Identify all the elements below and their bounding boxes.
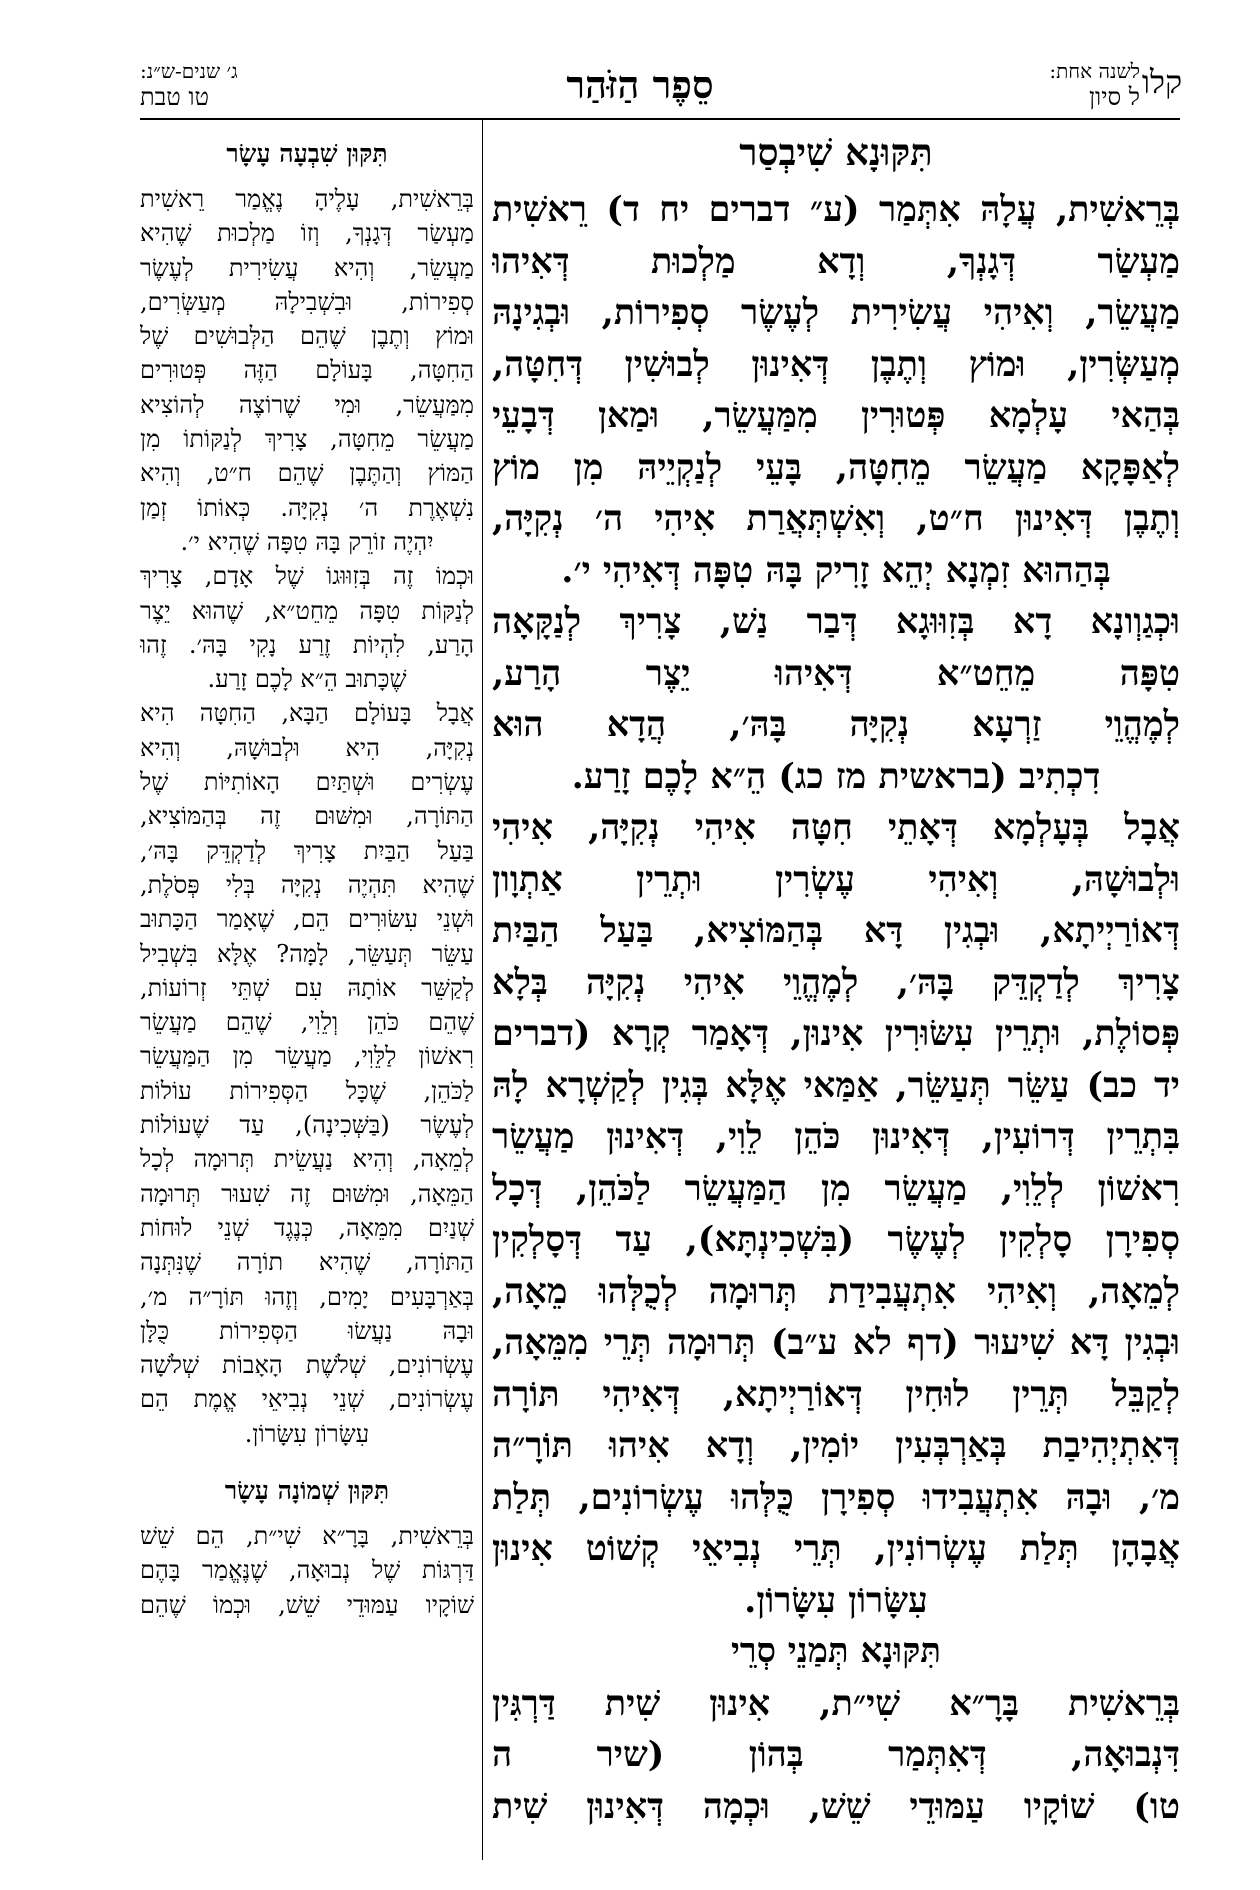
section-title-17: תִּקּוּנָא שִׁיבְסַר xyxy=(739,130,933,174)
text-line: אֲבָהָן תְּלַת עֶשְׂרוֹנִין, תְּרֵי נְבִיאֵי קְשׁוֹט אִינוּן xyxy=(492,1528,1180,1569)
text-line: דְּאִתְיְהִיבַת בְּאַרְבְּעִין יוֹמִין, וְדָא אִיהוּ תּוֹרָ״ה xyxy=(492,1425,1180,1466)
main-column xyxy=(492,124,1180,1832)
translation-text-17 xyxy=(140,182,474,1451)
text-line: דַּרְגּוֹת שֶׁל נְבוּאָה, שֶׁנֶּאֱמַר בָּהֶם xyxy=(140,1556,474,1585)
text-line: עִשָּׂרוֹן עִשָּׂרוֹן. xyxy=(244,1419,370,1448)
text-line: וּשְׁנֵי עִשּׂוּרִים הֵם, שֶׁאָמַר הַכָּתוּב xyxy=(140,905,474,934)
text-line: לְעֶשֶׂר (בַּשְּׁכִינָה), עַד שֶׁעוֹלוֹת xyxy=(140,1111,474,1140)
text-line: בְּרֵאשִׁית, עֲלָהּ אִתְּמַר (ע״ דברים יח ד) רֵאשִׁית xyxy=(492,189,1180,230)
text-line: נְקִיָּה, הִיא וּלְבוּשָׁהּ, וְהִיא xyxy=(140,733,474,762)
text-line: שֶׁהִיא תִּהְיֶה נְקִיָּה בְּלִי פְּסֹלֶת, xyxy=(140,870,474,899)
book-title: סֵפֶר הַזֹּהַר xyxy=(566,62,714,107)
translation-text-18 xyxy=(140,1519,474,1622)
column-divider xyxy=(482,120,483,1860)
header-left xyxy=(140,58,340,110)
text-line: וְתֶבֶן דְּאִינוּן ח״ט, וְאִשְׁתְּאֲרַת אִיהִי ה׳ נְקִיָּה, xyxy=(492,498,1180,539)
text-line: שׁוֹקָיו עַמּוּדֵי שֵׁשׁ, וּכְמוֹ שֶׁהֵם xyxy=(140,1590,474,1619)
text-line: לְמֵאָה, וְאִיהִי אִתְעֲבִידַת תְּרוּמָה לְכֻלְּהוּ מֵאָה, xyxy=(492,1270,1180,1312)
text-line: דִכְתִיב (בראשית מז כג) הֵ״א לָכֶם זָרַע. xyxy=(571,755,1101,797)
text-line: רִאשׁוֹן לְלֵוִי, מַעֲשֵׂר מִן הַמַּעֲשֵׂר לַכֹּהֵן, דְּכָל xyxy=(492,1167,1180,1209)
text-line: סְפִירָן סָלְקִין לְעֶשֶׂר (בִּשְׁכִינְתָּא), עַד דְּסָלְקִין xyxy=(492,1219,1180,1260)
text-line: עֶשְׂרוֹנִים, שְׁנֵי נְבִיאֵי אֱמֶת הֵם xyxy=(140,1385,474,1414)
text-line: וּבָהּ נַעֲשׂוּ הַסְּפִירוֹת כֻּלָּן xyxy=(140,1316,474,1345)
text-line: מַעֲשֵׂר מֵחִטָּה, צָרִיךְ לְנַקּוֹתוֹ מִן xyxy=(140,425,474,454)
text-line: צָרִיךְ לְדַקְדֵּק בָּהּ׳, לְמֶהֱוֵי אִיהִי נְקִיָּה בְּלָא xyxy=(492,961,1180,1003)
text-line: בַּעַל הַבַּיִת צָרִיךְ לְדַקְדֵּק בָּהּ׳, xyxy=(140,836,474,865)
text-line: מִמַּעֲשֵׂר, וּמִי שֶׁרוֹצֶה לְהוֹצִיא xyxy=(140,390,474,419)
text-line: בְּהַהוּא זִמְנָא יְהֵא זָרִיק בָּהּ טִפָּה דְּאִיהִי י׳. xyxy=(561,549,1111,591)
text-line: פְּסוֹלֶת, וּתְרֵין עִשּׂוּרִין אִינוּן, דְּאָמַר קְרָא (דברים xyxy=(492,1013,1180,1054)
header-rule xyxy=(140,118,1180,120)
text-line: מ׳, וּבָהּ אִתְעֲבִידוּ סְפִירָן כֻּלְּהוּ עֶשְׂרוֹנִים, תְּלַת xyxy=(492,1476,1180,1518)
text-line: וּמוֹץ וְתֶבֶן שֶׁהֵם הַלְּבוּשִׁים שֶׁל xyxy=(140,322,474,351)
text-line: בְּרֵאשִׁית, עָלֶיהָ נֶאֱמַר רֵאשִׁית xyxy=(140,185,474,213)
text-line: אֲבָל בָּעוֹלָם הַבָּא, הַחִטָּה הִיא xyxy=(140,699,474,728)
text-line: וּלְבוּשָׁהּ, וְאִיהִי עֶשְׂרִין וּתְרֵין אַתְוָון xyxy=(492,858,1180,900)
text-line: וּבְגִין דָּא שִׁיעוּר (דף לא ע״ב) תְּרוּמָה תְּרֵי מִמֵּאָה, xyxy=(492,1322,1180,1363)
text-line: יד כב) עַשֵּׂר תְּעַשֵּׂר, אַמַּאי אֶלָּא בְּגִין לְקַשְׁרָא לָהּ xyxy=(492,1064,1180,1106)
text-line: מַעְשַׂר דְּגָנְךָ, וְזוֹ מַלְכוּת שֶׁהִיא xyxy=(140,219,474,248)
text-line: נִשְׁאֶרֶת ה׳ נְקִיָּה. כְּאוֹתוֹ זְמַן xyxy=(140,493,474,522)
text-line: בְּאַרְבָּעִים יָמִים, וְזֶהוּ תּוֹרָ״ה מ׳, xyxy=(140,1282,474,1311)
text-line: לַכֹּהֵן, שֶׁכָּל הַסְּפִירוֹת עוֹלוֹת xyxy=(140,1076,474,1105)
text-line: מַעֲשֵׂר, וְהִיא עֲשִׂירִית לְעֶשֶׂר xyxy=(140,253,474,282)
header-left-bottom: טו טבת xyxy=(140,83,209,111)
running-header xyxy=(140,58,1140,120)
section-title-18: תִּקּוּנָא תְּמַנֵי סְרֵי xyxy=(730,1631,941,1671)
text-line: שֶׁהֵם כֹּהֵן וְלֵוִי, שֶׁהֵם מַעֲשֵׂר xyxy=(140,1008,474,1037)
text-line: הַתּוֹרָה, וּמִשּׁוּם זֶה בְּהַמּוֹצִיא, xyxy=(140,802,474,831)
text-line: דִּנְבוּאָה, דְּאִתְּמַר בְּהוֹן (שיר ה xyxy=(492,1734,1180,1775)
leaf-number: קלו xyxy=(1141,63,1183,101)
text-line: מַעְשַׂר דְּגָנְךָ, וְדָא מַלְכוּת דְּאִיהוּ xyxy=(492,240,1180,282)
header-right xyxy=(940,58,1140,110)
translation-title-17: תִּקּוּן שִׁבְעָה עָשָׂר xyxy=(226,139,388,168)
header-left-top: ג׳ שנים-ש״נ: xyxy=(140,59,238,83)
header-right-top: לשנה אחת: xyxy=(1049,59,1140,83)
text-line: הַתּוֹרָה, שֶׁהִיא תוֹרָה שֶׁנִּתְּנָה xyxy=(140,1248,474,1277)
text-line: לְמֵאָה, וְהִיא נַעֲשֵׂית תְּרוּמָה לְכָל xyxy=(140,1145,474,1174)
main-text xyxy=(492,184,1180,1832)
text-line: יִהְיֶה זוֹרֵק בָּהּ טִפָּה שֶׁהִיא י׳. xyxy=(180,527,434,556)
text-line: סְפִירוֹת, וּבִשְׁבִילָהּ מְעַשְּׂרִים, xyxy=(140,287,474,316)
text-line: לְקַבֵּל תְּרֵין לוּחִין דְּאוֹרַיְיתָא, דְּאִיהִי תּוֹרָה xyxy=(492,1373,1180,1415)
text-line: הַחִטָּה, בָּעוֹלָם הַזֶּה פְּטוּרִים xyxy=(140,356,474,385)
text-line: שְׁנַיִם מִמֵּאָה, כְּנֶגֶד שְׁנֵי לוּחוֹת xyxy=(140,1213,474,1242)
text-line: רִאשׁוֹן לַלֵּוִי, מַעֲשֵׂר מִן הַמַּעֲשֵׂר xyxy=(140,1042,474,1071)
text-line: וּכְמוֹ זֶה בְּזִוּוּגוֹ שֶׁל אָדָם, צָרִיךְ xyxy=(140,562,474,591)
translation-title-18: תִּקּוּן שְׁמוֹנָה עָשָׂר xyxy=(224,1475,390,1505)
text-line: דְּאוֹרַיְיתָא, וּבְגִין דָּא בְּהַמּוֹצִיא, בַּעַל הַבַּיִת xyxy=(492,910,1180,951)
text-line: לְקַשֵּׁר אוֹתָהּ עִם שְׁתֵּי זְרוֹעוֹת, xyxy=(140,973,474,1002)
text-line: הָרַע, לִהְיוֹת זֶרַע נָקִי בָּהּ׳. זֶהוּ xyxy=(140,630,474,659)
translation-column xyxy=(140,132,474,1622)
text-line: בְּרֵאשִׁית בָּרָ״א שִׁי״ת, אִינוּן שִׁית דַּרְגִּין xyxy=(492,1682,1180,1724)
text-line: בְּרֵאשִׁית, בָּרָ״א שִׁי״ת, הֵם שֵׁשׁ xyxy=(140,1521,474,1550)
text-line: מְעַשְּׂרִין, וּמוֹץ וְתֶבֶן דְּאִינוּן לְבוּשִׁין דְּחִטָּה, xyxy=(492,343,1180,385)
text-line: עַשֵּׂר תְּעַשֵּׂר, לָמָּה? אֶלָּא בִּשְׁבִיל xyxy=(140,939,474,968)
text-line: טו) שׁוֹקָיו עַמּוּדֵי שֵׁשׁ, וּכְמָה דְּאִינוּן שִׁית xyxy=(492,1785,1180,1827)
text-line: בִּתְרֵין דְּרוֹעִין, דְּאִינוּן כֹּהֵן לֵוִי, דְּאִינוּן מַעֲשֵׂר xyxy=(492,1116,1180,1157)
text-line: לְמֶהֱוֵי זַרְעָא נְקִיָּה בָּהּ׳, הֲדָא הוּא xyxy=(492,704,1180,745)
text-line: וּכְגַוְונָא דָא בְּזִוּוּגָא דְּבַר נַשׁ, צָרִיךְ לְנַקָּאָה xyxy=(492,601,1180,642)
text-line: שֶׁכָּתוּב הֵ״א לָכֶם זָרַע. xyxy=(207,665,407,694)
text-line: לְאַפָּקָא מַעֲשֵׂר מֵחִטָּה, בָּעֵי לְנַקְיֵיהּ מִן מוֹץ xyxy=(492,446,1180,488)
text-line: אֲבָל בְּעָלְמָא דְּאָתֵי חִטָּה אִיהִי נְקִיָּה, אִיהִי xyxy=(492,807,1180,848)
text-line: לְנַקּוֹת טִפָּה מֵחֵט״א, שֶׁהוּא יֵצֶר xyxy=(140,596,474,625)
header-right-bottom: ל סיון xyxy=(1088,83,1140,111)
text-line: עֶשְׂרִים וּשְׁתַּיִם הָאוֹתִיּוֹת שֶׁל xyxy=(140,768,474,797)
text-line: הַמֵּאָה, וּמִשּׁוּם זֶה שִׁעוּר תְּרוּמָה xyxy=(140,1179,474,1208)
text-line: עִשָּׂרוֹן עִשָּׂרוֹן. xyxy=(744,1579,928,1621)
text-line: הַמּוֹץ וְהַתֶּבֶן שֶׁהֵם ח״ט, וְהִיא xyxy=(140,459,474,488)
text-line: עֶשְׂרוֹנִים, שְׁלֹשֶׁת הָאָבוֹת שְׁלֹשָׁה xyxy=(140,1351,474,1380)
text-line: בְּהַאי עָלְמָא פְּטוּרִין מִמַּעֲשֵׂר, וּמַאן דְּבָעֵי xyxy=(492,395,1180,436)
text-line: מַעֲשֵׂר, וְאִיהִי עֲשִׂירִית לְעֶשֶׂר סְפִירוֹת, וּבְגִינָהּ xyxy=(492,292,1180,333)
text-line: טִפָּה מֵחֵט״א דְּאִיהוּ יֵצֶר הָרַע, xyxy=(492,652,1180,694)
